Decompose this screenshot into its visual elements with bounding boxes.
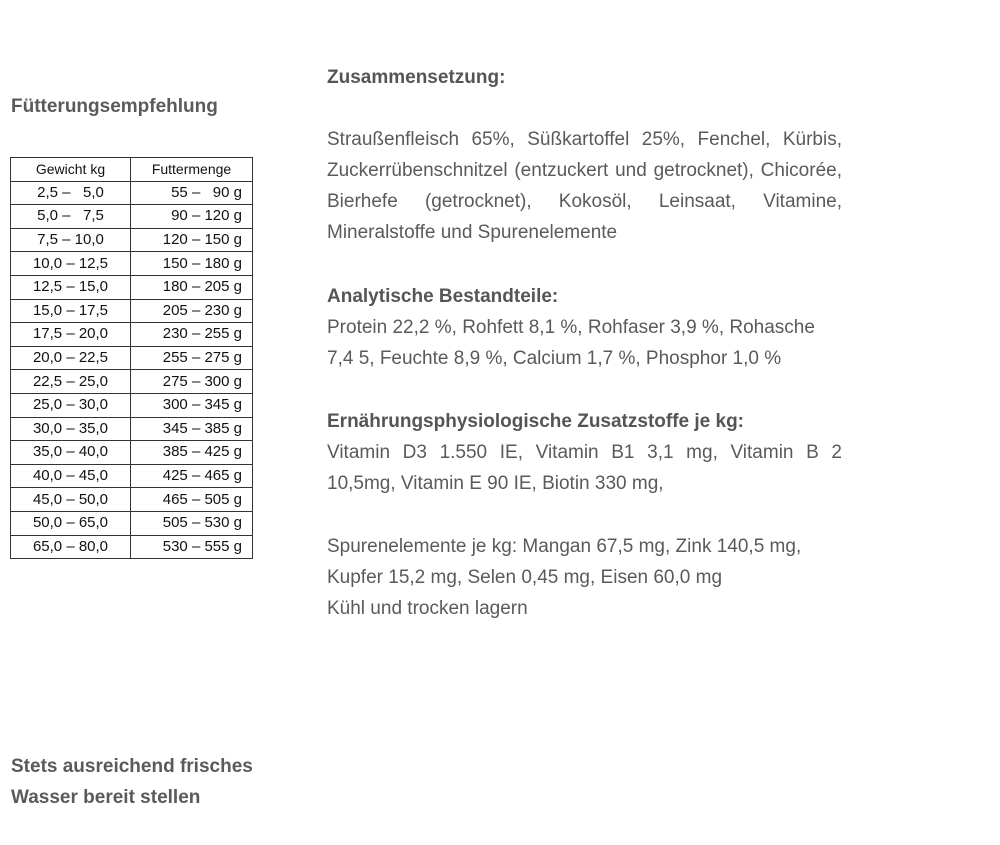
storage-text: Kühl und trocken lagern: [327, 598, 528, 619]
weight-cell: 17,5 – 20,0: [11, 323, 131, 347]
table-row: [11, 488, 253, 512]
weight-cell: 22,5 – 25,0: [11, 370, 131, 394]
amount-cell: 530 – 555 g: [131, 535, 253, 559]
table-row: [11, 228, 253, 252]
water-note: [11, 751, 253, 813]
additives-text: Vitamin D3 1.550 IE, Vitamin B1 3,1 mg, Vitamin B 2 10,5mg, Vitamin E 90 IE, Biotin 330 mg,: [327, 442, 842, 494]
weight-cell: 45,0 – 50,0: [11, 488, 131, 512]
feeding-table: [10, 157, 253, 559]
table-row: [11, 275, 253, 299]
amount-cell: 425 – 465 g: [131, 464, 253, 488]
amount-cell: 345 – 385 g: [131, 417, 253, 441]
feeding-table-body: [11, 181, 253, 559]
weight-cell: 30,0 – 35,0: [11, 417, 131, 441]
weight-cell: 2,5 – 5,0: [11, 181, 131, 205]
table-row: [11, 346, 253, 370]
weight-cell: 5,0 – 7,5: [11, 205, 131, 229]
weight-cell: 50,0 – 65,0: [11, 511, 131, 535]
weight-cell: 40,0 – 45,0: [11, 464, 131, 488]
analytical-text: Protein 22,2 %, Rohfett 8,1 %, Rohfaser 3,9 %, Rohasche 7,4 5, Feuchte 8,9 %, Calcium 1,7 %, Phosphor 1,0 %: [327, 317, 815, 369]
amount-cell: 205 – 230 g: [131, 299, 253, 323]
table-row: [11, 252, 253, 276]
amount-cell: 120 – 150 g: [131, 228, 253, 252]
weight-cell: 15,0 – 17,5: [11, 299, 131, 323]
weight-cell: 7,5 – 10,0: [11, 228, 131, 252]
analytical-heading: Analytische Bestandteile:: [327, 286, 559, 307]
composition-section: [327, 62, 842, 93]
water-note-line-1: Stets ausreichend frisches: [11, 756, 253, 777]
amount-cell: 55 – 90 g: [131, 181, 253, 205]
amount-cell: 255 – 275 g: [131, 346, 253, 370]
feeding-heading: Fütterungsempfehlung: [11, 96, 218, 117]
table-row: [11, 323, 253, 347]
table-row: [11, 511, 253, 535]
amount-cell: 180 – 205 g: [131, 275, 253, 299]
table-row: [11, 181, 253, 205]
amount-cell: 150 – 180 g: [131, 252, 253, 276]
weight-cell: 10,0 – 12,5: [11, 252, 131, 276]
table-row: [11, 370, 253, 394]
analytical-section: [327, 281, 842, 374]
amount-cell: 505 – 530 g: [131, 511, 253, 535]
composition-text-block: [327, 124, 842, 248]
weight-cell: 20,0 – 22,5: [11, 346, 131, 370]
table-row: [11, 464, 253, 488]
weight-cell: 35,0 – 40,0: [11, 441, 131, 465]
amount-cell: 300 – 345 g: [131, 393, 253, 417]
table-row: [11, 205, 253, 229]
composition-text: Straußenfleisch 65%, Süßkartoffel 25%, Fenchel, Kürbis, Zuckerrübenschnitzel (entzuckert und getrocknet), Chicorée, Bierhefe (getrocknet), Kokosöl, Leinsaat, Vitamine, Mineralstoffe und Spurenelemente: [327, 129, 842, 243]
amount-cell: 385 – 425 g: [131, 441, 253, 465]
amount-cell: 230 – 255 g: [131, 323, 253, 347]
table-row: [11, 393, 253, 417]
amount-cell: 90 – 120 g: [131, 205, 253, 229]
amount-cell: 275 – 300 g: [131, 370, 253, 394]
table-row: [11, 441, 253, 465]
additives-heading: Ernährungsphysiologische Zusatzstoffe je kg:: [327, 411, 745, 432]
table-row: [11, 417, 253, 441]
column-header-weight: Gewicht kg: [11, 158, 131, 182]
weight-cell: 25,0 – 30,0: [11, 393, 131, 417]
table-row: [11, 299, 253, 323]
trace-elements-text: Spurenelemente je kg: Mangan 67,5 mg, Zink 140,5 mg, Kupfer 15,2 mg, Selen 0,45 mg, Eisen 60,0 mg: [327, 536, 802, 588]
weight-cell: 12,5 – 15,0: [11, 275, 131, 299]
trace-elements-section: [327, 531, 842, 624]
composition-heading: Zusammensetzung:: [327, 67, 506, 88]
table-header-row: [11, 158, 253, 182]
table-row: [11, 535, 253, 559]
amount-cell: 465 – 505 g: [131, 488, 253, 512]
weight-cell: 65,0 – 80,0: [11, 535, 131, 559]
water-note-line-2: Wasser bereit stellen: [11, 787, 201, 808]
additives-section: [327, 406, 842, 499]
column-header-amount: Futtermenge: [131, 158, 253, 182]
